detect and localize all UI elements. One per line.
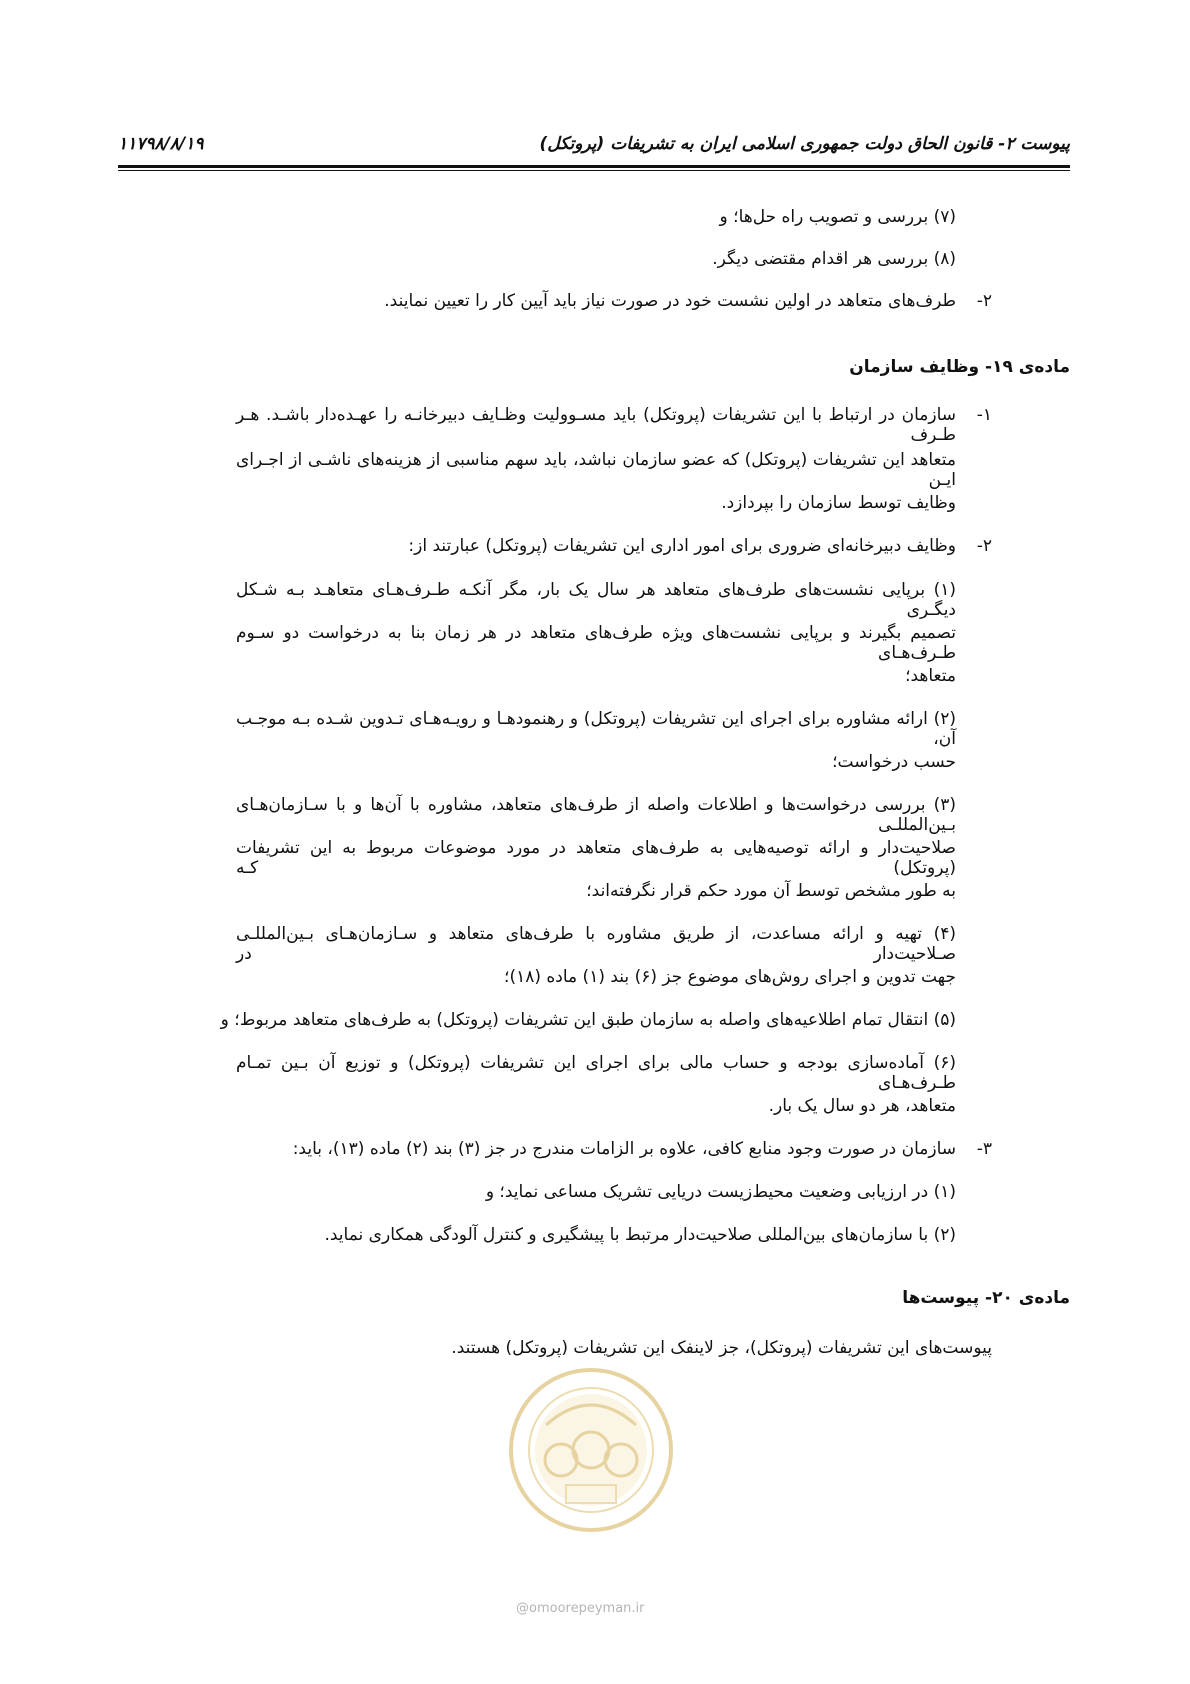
clause-number: ۲-	[976, 536, 992, 556]
item-2: (۲) با سازمان‌های بین‌المللی صلاحیت‌دار مرتبط با پیشگیری و کنترل آلودگی همکاری نماید.	[324, 1225, 956, 1245]
item-4: جهت تدوین و اجرای روش‌های موضوع جز (۶) بند (۱) ماده (۱۸)؛	[504, 967, 956, 987]
clause-text: وظایف دبیرخانه‌ای ضروری برای امور اداری این تشریفات (پروتکل) عبارتند از:	[408, 536, 956, 556]
page-header	[118, 128, 1070, 168]
clause-number: ۳-	[976, 1139, 992, 1159]
clause-text: متعاهد این تشریفات (پروتکل) که عضو سازمان نباشد، باید سهم مناسبی از هزینه‌های ناشـی از اجـرای ایـن	[236, 450, 956, 490]
item-2: حسب درخواست؛	[832, 752, 956, 772]
item-1: متعاهد؛	[905, 666, 956, 686]
item-2: (۲) ارائه مشاوره برای اجرای این تشریفات (پروتکل) و رهنمودهـا و رویـه‌هـای تـدوین شـده بـه موجـب آن،	[236, 709, 956, 749]
item-3: به طور مشخص توسط آن مورد حکم قرار نگرفته‌اند؛	[586, 881, 956, 901]
header-rule-thin	[118, 170, 1070, 171]
item-6: متعاهد، هر دو سال یک بار.	[768, 1096, 956, 1116]
clause-text: وظایف توسط سازمان را بپردازد.	[721, 493, 956, 513]
clause-text: طرف‌های متعاهد در اولین نشست خود در صورت نیاز باید آیین کار را تعیین نمایند.	[384, 291, 956, 311]
item-3: (۳) بررسی درخواست‌ها و اطلاعات واصله از طرف‌های متعاهد، مشاوره با آن‌ها و با سـازمان‌هـای بـین‌المللـی	[236, 795, 956, 835]
item-7: (۷) بررسی و تصویب راه حل‌ها؛ و	[719, 207, 956, 227]
clause-number: ۱-	[976, 405, 992, 425]
item-1: (۱) برپایی نشست‌های طرف‌های متعاهد هر سال یک بار، مگر آنکـه طـرف‌هـای متعاهـد بـه شـکل دیگـری	[236, 580, 956, 620]
clause-number: ۲-	[976, 291, 992, 311]
item-4: (۴) تهیه و ارائه مساعدت، از طریق مشاوره با طرف‌های متعاهد و سـازمان‌هـای بـین‌المللـی صـلاحیت‌دار در	[236, 924, 956, 964]
item-1: تصمیم بگیرند و برپایی نشست‌های ویژه طرف‌های متعاهد در هر زمان بنا به درخواست دو سـوم طـرف‌هـای	[236, 623, 956, 663]
watermark-seal-icon	[506, 1365, 676, 1535]
header-rule	[118, 165, 1070, 168]
item-6: (۶) آماده‌سازی بودجه و حساب مالی برای اجرای این تشریفات (پروتکل) و توزیع آن بـین تمـام طـرف‌هـای	[236, 1053, 956, 1093]
watermark-site: @omoorepeyman.ir	[516, 1601, 645, 1616]
header-date: ۱۱۷۹۸/۸/۱۹	[118, 134, 204, 154]
header-title: پیوست ۲- قانون الحاق دولت جمهوری اسلامی ایران به تشریفات (پروتکل)	[539, 134, 1070, 154]
article-20-text: پیوست‌های این تشریفات (پروتکل)، جز لاینفک این تشریفات (پروتکل) هستند.	[451, 1338, 992, 1358]
clause-text: سازمان در صورت وجود منابع کافی، علاوه بر الزامات مندرج در جز (۳) بند (۲) ماده (۱۳)، باید:	[292, 1139, 956, 1159]
item-3: صلاحیت‌دار و ارائه توصیه‌هایی به طرف‌های متعاهد در مورد موضوعات مربوط به این تشریفات (پروتکل) کـه	[236, 838, 956, 878]
item-8: (۸) بررسی هر اقدام مقتضی دیگر.	[712, 249, 956, 269]
item-1: (۱) در ارزیابی وضعیت محیط‌زیست دریایی تشریک مساعی نماید؛ و	[485, 1182, 956, 1202]
article-19-heading: ماده‌ی ۱۹- وظایف سازمان	[849, 357, 1070, 377]
article-20-heading: ماده‌ی ۲۰- پیوست‌ها	[902, 1288, 1070, 1308]
item-5: (۵) انتقال تمام اطلاعیه‌های واصله به سازمان طبق این تشریفات (پروتکل) به طرف‌های متعاهد مربوط؛ و	[220, 1010, 956, 1030]
clause-text: سازمان در ارتباط با این تشریفات (پروتکل) باید مسـوولیت وظـایف دبیرخانـه را عهـده‌دار باشـد. هـر طـرف	[236, 405, 956, 445]
